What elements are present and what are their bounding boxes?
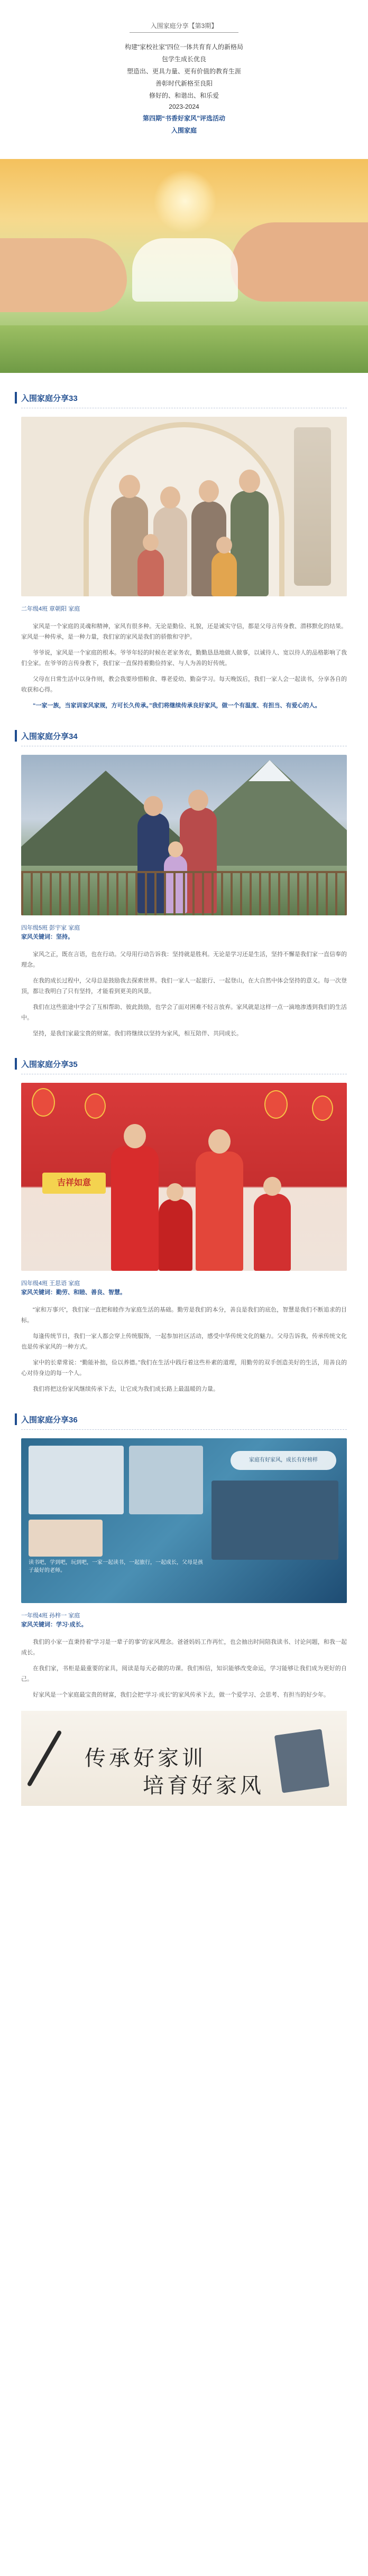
book-image: [274, 1729, 329, 1793]
calligraphy-image: [21, 1711, 347, 1806]
parent-head: [144, 796, 163, 816]
collage-bubble: 家庭有好家风，成长有好榜样: [231, 1451, 336, 1470]
intro-line: 修好的、和谐出、和乐爱: [149, 92, 219, 99]
banner-image: [0, 159, 368, 373]
blessing-sign: 吉祥如意: [42, 1173, 106, 1194]
collage-tile: [29, 1446, 124, 1514]
paragraph: [21, 700, 347, 711]
section-body: [21, 1637, 347, 1700]
wooden-fence: [21, 871, 347, 915]
sun-glow: [153, 170, 217, 233]
paragraph: 每逢传统节日，我们一家人都会穿上传统服饰，一起参加社区活动，感受中华传统文化的魅力。父母告诉我，传承传统文化也是传承家风的一种方式。: [21, 1333, 347, 1350]
lantern-icon: [85, 1093, 106, 1119]
brush-pen-image: [27, 1730, 62, 1787]
section-body: [21, 1305, 347, 1394]
section-bar: [15, 1413, 17, 1425]
paragraph: 我们在这些旅途中学会了互相帮助、彼此鼓励，也学会了面对困难不轻言放弃。家风就是这样一点一滴地渗透到我们的生活中。: [21, 1004, 347, 1021]
section-header-35: [15, 1057, 368, 1071]
section-body: [21, 949, 347, 1039]
paragraph: 父母在日常生活中以身作则，教会我要珍惜粮食、尊老爱幼、勤奋学习。每天晚饭后，我们一家人会一起读书，分享各自的收获和心得。: [21, 676, 347, 693]
family-portrait-photo: [21, 417, 347, 596]
child-head: [167, 1183, 183, 1201]
family-motto: 家风关键词：勤劳、和睦、善良、智慧。: [21, 1289, 126, 1296]
section-title: 入围家庭分享34: [21, 732, 78, 741]
person-head: [239, 470, 260, 493]
child-head: [263, 1177, 281, 1196]
highlight-quote: “一家一族，当家训家风家规，方可长久传承。”我们将继续传承良好家风，做一个有温度、有担当、有爱心的人。: [33, 702, 321, 709]
person-head: [160, 486, 180, 509]
collage-tile: [29, 1520, 103, 1557]
family-label: 四年级5班 彭宇家 家庭: [21, 925, 80, 931]
snow-peak: [249, 760, 291, 781]
series-label: 入围家庭分享【第3期】: [130, 21, 239, 33]
child-head: [216, 537, 232, 554]
calligraphy-line-2: 培育好家风: [143, 1774, 264, 1798]
child-head: [168, 841, 183, 857]
family-motto: 家风关键词：坚持。: [21, 934, 73, 940]
right-hand-image: [231, 222, 368, 302]
intro-line: 2023-2024: [169, 103, 199, 110]
paragraph: 家风是一个家庭的灵魂和精神，家风有很多种。无论是勤俭、礼貌，还是诚实守信，都是父母言传身教、潜移默化的结果。家风是一种传承，是一种力量，我们家的家风是我们的骄傲和守护。: [21, 623, 347, 640]
person-figure: [111, 1146, 159, 1271]
paragraph: 我们将把这份家风继续传承下去，让它成为我们成长路上最温暖的力量。: [33, 1386, 219, 1392]
person-figure: [196, 1151, 243, 1271]
intro-block: [0, 0, 368, 148]
photo-caption: [21, 605, 347, 614]
child-figure: [159, 1199, 192, 1271]
background-decor: [294, 427, 331, 586]
family-label: 二年级4班 章朝阳 家庭: [21, 606, 80, 612]
person-head: [124, 1124, 146, 1148]
paragraph: 在我的成长过程中，父母总是鼓励我去探索世界。我们一家人一起旅行、一起登山，在大自然中体会坚持的意义。每一次登顶，都让我明白了只有坚持，才能看到更美的风景。: [21, 978, 347, 995]
calligraphy-line-1: 传承好家训: [85, 1746, 206, 1771]
activity-title: 第四期“书香好家风”评选活动: [142, 115, 225, 122]
section-title: 入围家庭分享33: [21, 394, 78, 403]
person-head: [208, 1129, 231, 1154]
family-collage-photo: [21, 1438, 347, 1603]
intro-line: 包学生成长优良: [161, 55, 206, 63]
festival-family-photo: [21, 1083, 347, 1271]
section-bar: [15, 730, 17, 742]
person-head: [199, 480, 219, 502]
family-label: 四年级4班 王思语 家庭: [21, 1280, 80, 1287]
paragraph: “家和万事兴”，我们家一直把和睦作为家庭生活的基础。勤劳是我们的本分，善良是我们的底色，智慧是我们不断追求的目标。: [21, 1307, 347, 1324]
collage-tile: [129, 1446, 203, 1514]
paragraph: 好家风是一个家庭最宝贵的财富，我们会把“学习·成长”的家风传承下去，做一个爱学习、会思考、有担当的好少年。: [33, 1692, 329, 1698]
photo-caption: [21, 1612, 347, 1629]
collage-tile: [211, 1481, 338, 1560]
section-header-36: [15, 1412, 368, 1426]
paragraph: 在我们家，书柜是最重要的家具，阅读是每天必做的功课。我们相信，知识能够改变命运，学习能够让我们成为更好的自己。: [21, 1665, 347, 1682]
left-hand-image: [0, 238, 127, 312]
family-label: 一年级4班 孙梓一 家庭: [21, 1613, 80, 1619]
parent-head: [188, 790, 208, 811]
photo-caption: [21, 924, 347, 942]
paragraph: 家中的长辈常说：“勤能补拙，俭以养德。”我们在生活中践行着这些朴素的道理，用勤劳的双手创造美好的生活，用善良的心对待身边的每一个人。: [21, 1360, 347, 1376]
collage-note: 读书吧，学到吧，玩到吧，一家一起读书，一起旅行，一起成长，父母是孩子最好的老师。: [29, 1560, 203, 1573]
child-figure: [137, 549, 164, 596]
child-figure: [254, 1194, 291, 1271]
section-bar: [15, 1058, 17, 1070]
section-title: 入围家庭分享36: [21, 1415, 78, 1425]
paragraph: 我们的小家一直秉持着“学习是一辈子的事”的家风理念。爸爸妈妈工作再忙，也会抽出时间陪我读书、讨论问题，和我一起成长。: [21, 1639, 347, 1656]
intro-line: 善彰时代新格至良阳: [155, 80, 213, 87]
intro-line: 塑造出、更具力量、更有价值的教育生涯: [126, 68, 241, 75]
lantern-icon: [312, 1095, 333, 1121]
section-divider: [21, 1429, 347, 1430]
person-head: [119, 475, 140, 498]
child-figure: [211, 551, 237, 596]
paragraph: 家风之正，既在言语，也在行动。父母用行动告诉我：坚持就是胜利。无论是学习还是生活，坚持不懈是我们家一直信奉的理念。: [21, 951, 347, 968]
photo-caption: [21, 1279, 347, 1297]
intro-lines: [32, 42, 336, 135]
mountain-family-photo: [21, 755, 347, 915]
lantern-icon: [264, 1090, 288, 1119]
child-head: [143, 534, 159, 551]
lantern-icon: [32, 1088, 55, 1117]
grass-image: [0, 325, 368, 373]
intro-line: 构建“家校社家”四位一体共育育人的新格局: [125, 43, 243, 51]
section-header-34: [15, 729, 368, 743]
paper-family-image: [132, 238, 238, 302]
section-body: [21, 621, 347, 711]
section-title: 入围家庭分享35: [21, 1060, 78, 1069]
activity-sub: 入围家庭: [171, 127, 197, 134]
paragraph: 爷爷说，家风是一个家庭的根本。爷爷年轻的时候在老家务农，勤勤恳恳地做人做事，以诚待人、宽以待人的品格影响了我们全家。在爷爷的言传身教下，我们家一直保持着勤俭持家、与人为善的好传统。: [21, 650, 347, 667]
section-header-33: [15, 391, 368, 405]
section-bar: [15, 392, 17, 404]
paragraph: 坚持，是我们家最宝贵的财富。我们将继续以坚持为家风，相互陪伴、共同成长。: [33, 1031, 242, 1037]
family-motto: 家风关键词：学习·成长。: [21, 1622, 87, 1628]
